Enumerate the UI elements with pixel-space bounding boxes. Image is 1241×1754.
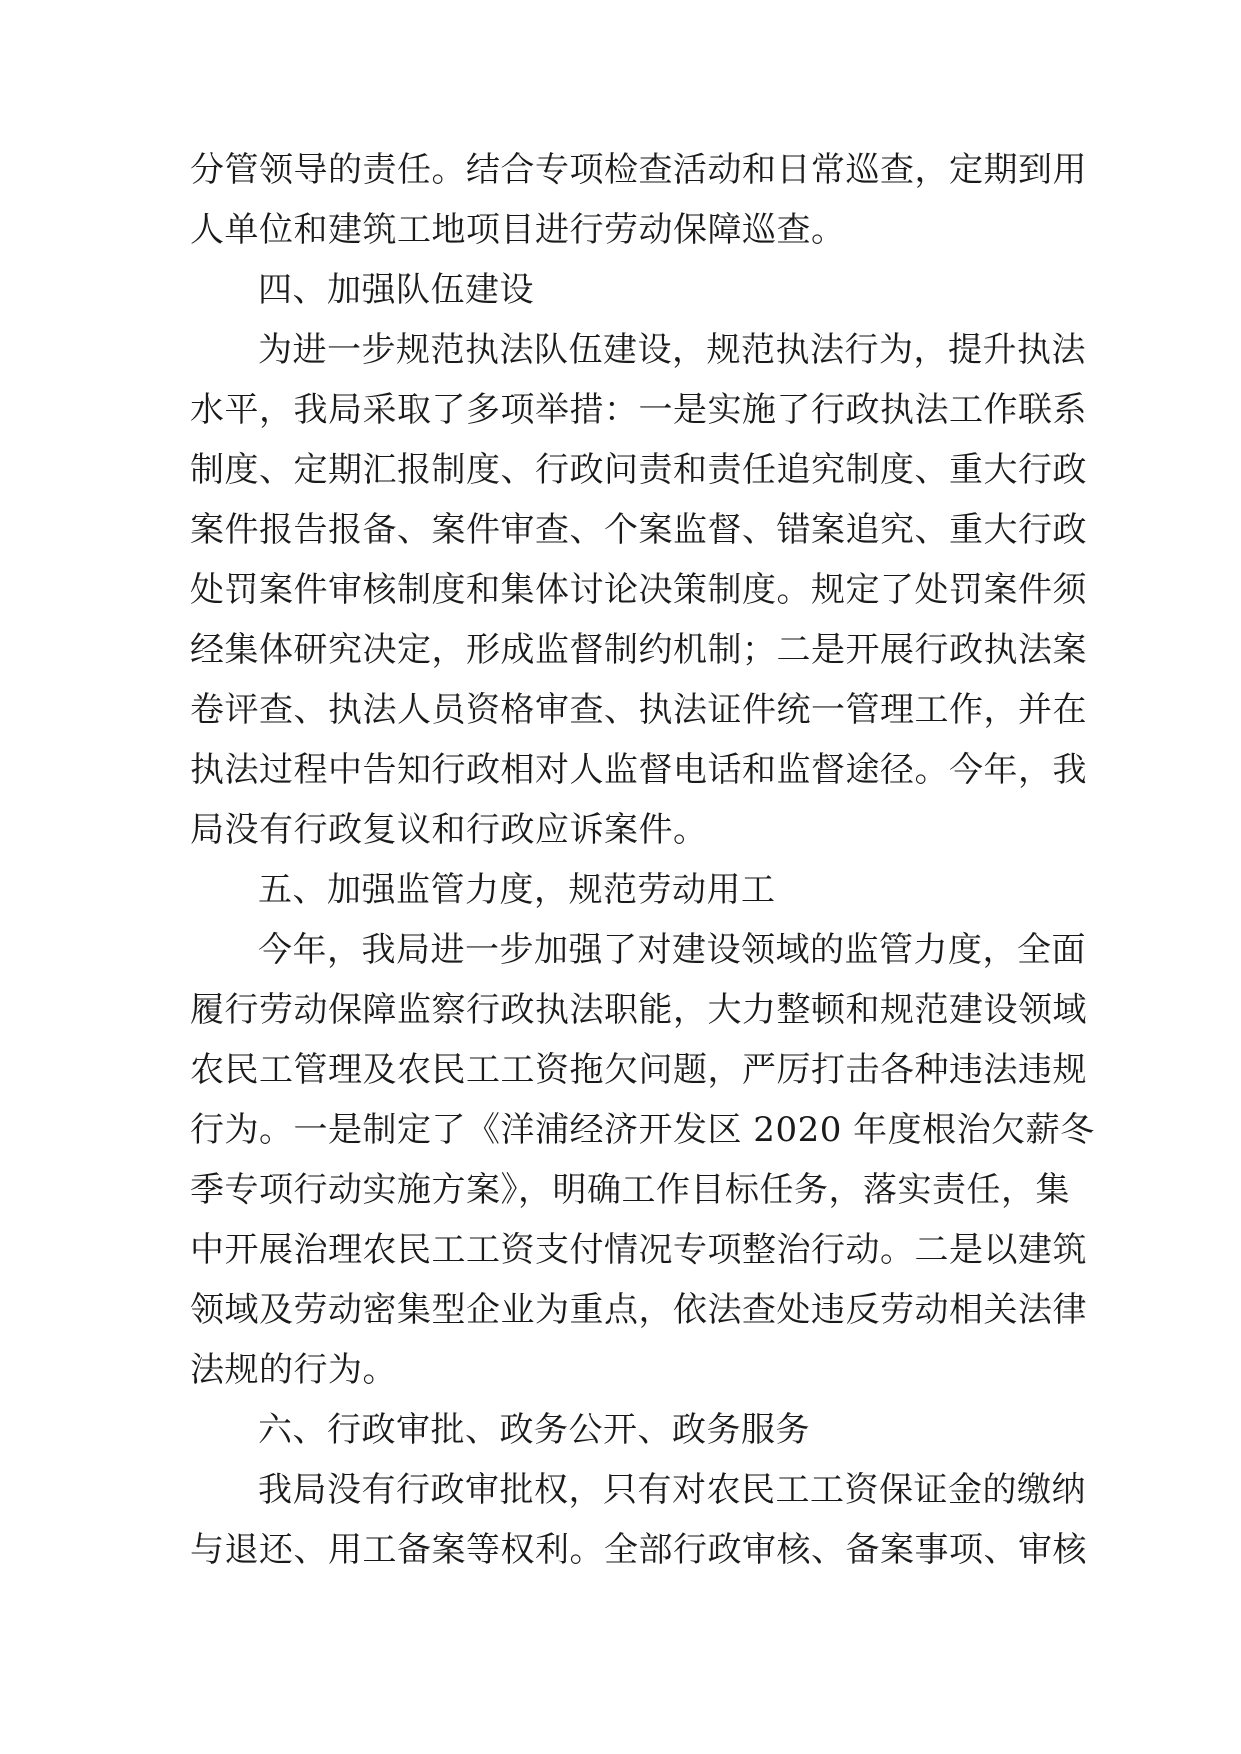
text-line-23: 我局没有行政审批权，只有对农民工工资保证金的缴纳 bbox=[258, 1470, 1086, 1510]
text-line-11: 执法过程中告知行政相对人监督电话和监督途径。今年，我 bbox=[190, 750, 1087, 790]
text-line-1: 分管领导的责任。结合专项检查活动和日常巡查，定期到用 bbox=[190, 150, 1087, 190]
section-heading-5: 五、加强监管力度，规范劳动用工 bbox=[258, 870, 776, 910]
text-line-2: 人单位和建筑工地项目进行劳动保障巡查。 bbox=[190, 210, 846, 250]
text-line-7: 案件报告报备、案件审查、个案监督、错案追究、重大行政 bbox=[190, 510, 1087, 550]
text-line-8: 处罚案件审核制度和集体讨论决策制度。规定了处罚案件须 bbox=[190, 570, 1087, 610]
text-line-6: 制度、定期汇报制度、行政问责和责任追究制度、重大行政 bbox=[190, 450, 1087, 490]
text-line-18: 季专项行动实施方案》，明确工作目标任务，落实责任，集 bbox=[190, 1170, 1070, 1210]
text-line-24: 与退还、用工备案等权利。全部行政审核、备案事项、审核 bbox=[190, 1530, 1087, 1570]
section-heading-6: 六、行政审批、政务公开、政务服务 bbox=[258, 1410, 810, 1450]
text-line-21: 法规的行为。 bbox=[190, 1350, 397, 1390]
text-line-9: 经集体研究决定，形成监督制约机制；二是开展行政执法案 bbox=[190, 630, 1087, 670]
text-line-4: 为进一步规范执法队伍建设，规范执法行为，提升执法 bbox=[258, 330, 1086, 370]
section-heading-4: 四、加强队伍建设 bbox=[258, 270, 534, 310]
text-line-19: 中开展治理农民工工资支付情况专项整治行动。二是以建筑 bbox=[190, 1230, 1087, 1270]
text-line-14: 今年，我局进一步加强了对建设领域的监管力度，全面 bbox=[258, 930, 1086, 970]
text-line-5: 水平，我局采取了多项举措：一是实施了行政执法工作联系 bbox=[190, 390, 1087, 430]
text-line-16: 农民工管理及农民工工资拖欠问题，严厉打击各种违法违规 bbox=[190, 1050, 1087, 1090]
text-line-10: 卷评查、执法人员资格审查、执法证件统一管理工作，并在 bbox=[190, 690, 1087, 730]
text-line-20: 领域及劳动密集型企业为重点，依法查处违反劳动相关法律 bbox=[190, 1290, 1087, 1330]
document-body bbox=[190, 140, 1095, 1580]
text-line-15: 履行劳动保障监察行政执法职能，大力整顿和规范建设领域 bbox=[190, 990, 1087, 1030]
text-line-12: 局没有行政复议和行政应诉案件。 bbox=[190, 810, 708, 850]
text-line-17: 行为。一是制定了《洋浦经济开发区 2020 年度根治欠薪冬 bbox=[190, 1110, 1095, 1150]
